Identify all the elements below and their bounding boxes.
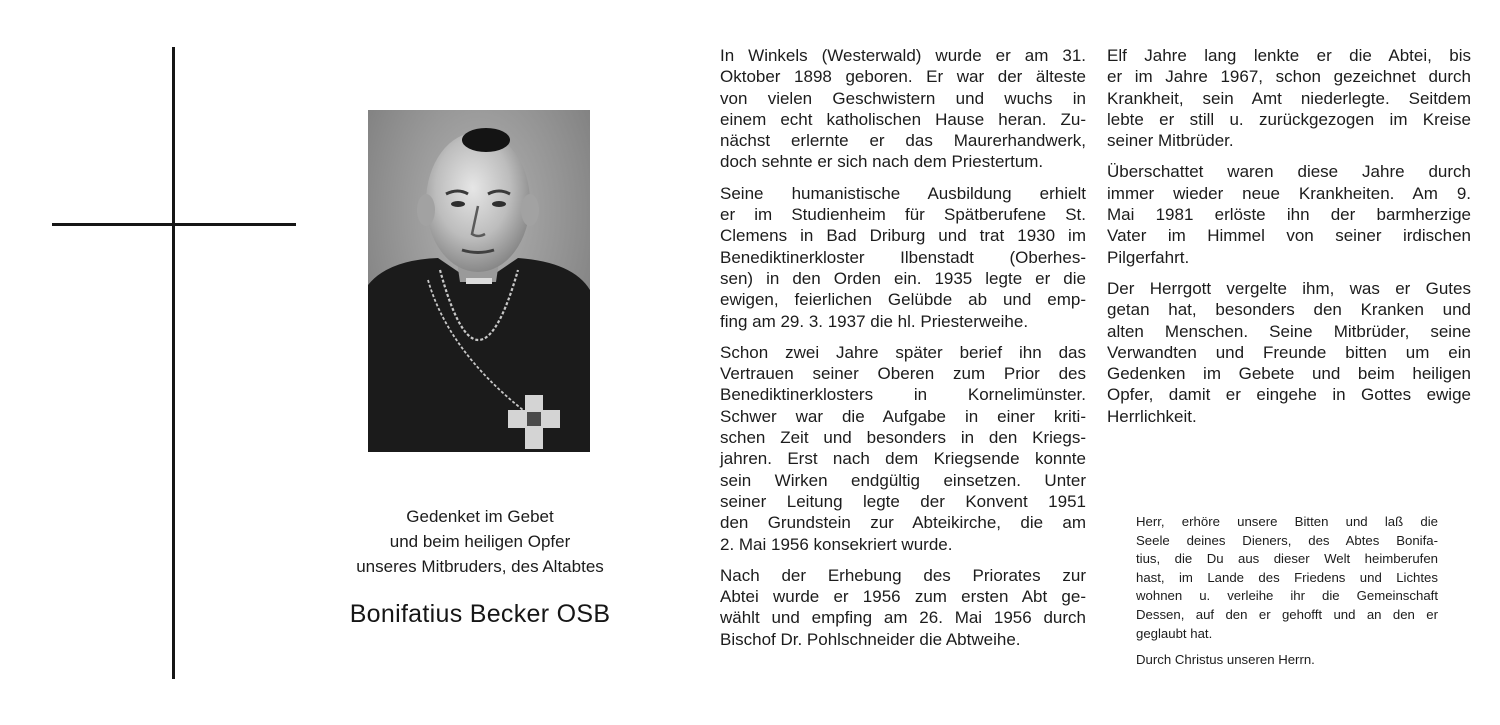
text-line: Pilgerfahrt.	[1107, 247, 1190, 267]
text-line: Gedenken im Gebete und beim heiligen	[1107, 364, 1471, 384]
text-line: Oktober 1898 geboren. Er war der älteste	[720, 67, 1086, 87]
text-line: Benediktinerkloster Ilbenstadt (Oberhes-	[720, 247, 1086, 267]
deceased-name: Bonifatius Becker OSB	[349, 600, 611, 628]
prayer-line: tius, die Du aus dieser Welt heimberufen	[1136, 551, 1438, 567]
memorial-caption	[320, 504, 640, 579]
prayer-line: geglaubt hat.	[1136, 625, 1213, 641]
text-line: seiner Leitung legte der Konvent 1951	[720, 491, 1086, 511]
text-line: nächst erlernte er das Maurerhandwerk,	[720, 131, 1086, 151]
text-line: 2. Mai 1956 konsekriert wurde.	[720, 534, 953, 554]
text-line: In Winkels (Westerwald) wurde er am 31.	[720, 46, 1086, 65]
text-line: Vater im Himmel von seiner irdischen	[1107, 226, 1471, 246]
text-line: Abtei wurde er 1956 zum ersten Abt ge-	[720, 587, 1086, 607]
text-line: den Grundstein zur Abteikirche, die am	[720, 513, 1086, 533]
text-line: Benediktinerklosters in Kornelimünster.	[720, 385, 1086, 405]
portrait-illustration	[368, 110, 590, 452]
caption-line: unseres Mitbruders, des Altabtes	[356, 557, 604, 576]
caption-line: Gedenket im Gebet	[406, 507, 554, 526]
text-line: Der Herrgott vergelte ihm, was er Gutes	[1107, 278, 1471, 298]
text-line: immer wieder neue Krankheiten. Am 9.	[1107, 183, 1471, 203]
prayer-line: wohnen u. verleihe ihr die Gemeinschaft	[1136, 588, 1438, 604]
prayer-line: Herr, erhöre unsere Bitten und laß die	[1136, 514, 1438, 529]
text-line: er im Jahre 1967, schon gezeichnet durch	[1107, 67, 1471, 87]
paragraph	[1107, 161, 1471, 267]
text-line: Clemens in Bad Driburg und trat 1930 im	[720, 226, 1086, 246]
paragraph	[720, 45, 1086, 173]
text-line: Opfer, damit er eingehe in Gottes ewige	[1107, 385, 1471, 405]
text-line: Überschattet waren diese Jahre durch	[1107, 162, 1471, 182]
paragraph	[720, 342, 1086, 555]
text-line: ewigen, feierlichen Gelübde ab und emp-	[720, 290, 1086, 310]
text-line: Nach der Erhebung des Priorates zur	[720, 565, 1086, 585]
text-line: Mai 1981 erlöste ihn der barmherzige	[1107, 205, 1471, 225]
text-line: jahren. Erst nach dem Kriegsende konnte	[720, 449, 1086, 469]
text-line: fing am 29. 3. 1937 die hl. Priesterweihe.	[720, 311, 1029, 331]
text-line: sein Wirken endgültig einsetzen. Unter	[720, 470, 1086, 490]
text-line: getan hat, besonders den Kranken und	[1107, 300, 1471, 320]
text-line: Schon zwei Jahre später berief ihn das	[720, 342, 1086, 362]
text-line: Herrlichkeit.	[1107, 406, 1197, 426]
text-line: er im Studienheim für Spätberufene St.	[720, 205, 1086, 225]
text-line: Vertrauen seiner Oberen zum Prior des	[720, 364, 1086, 384]
text-line: Seine humanistische Ausbildung erhielt	[720, 183, 1086, 203]
cross-vertical-bar	[172, 47, 175, 679]
paragraph	[720, 183, 1086, 332]
paragraph	[1107, 45, 1471, 151]
text-line: Bischof Dr. Pohlschneider die Abtweihe.	[720, 629, 1021, 649]
prayer-text	[1136, 513, 1438, 670]
biography-column-2	[1107, 45, 1471, 437]
prayer-line: hast, im Lande des Friedens und Lichtes	[1136, 569, 1438, 585]
text-line: sen) in den Orden ein. 1935 legte er die	[720, 268, 1086, 288]
paragraph	[720, 565, 1086, 650]
prayer-line: Dessen, auf den er gehofft und an den er	[1136, 606, 1438, 622]
text-line: lebte er still u. zurückgezogen im Kreise	[1107, 109, 1471, 129]
caption-line: und beim heiligen Opfer	[389, 532, 571, 551]
biography-column-1	[720, 45, 1086, 660]
text-line: wählt und empfing am 26. Mai 1956 durch	[720, 608, 1086, 628]
text-line: Verwandten und Freunde bitten um ein	[1107, 342, 1471, 362]
text-line: seiner Mitbrüder.	[1107, 131, 1234, 151]
text-line: schen Zeit und besonders in den Kriegs-	[720, 428, 1086, 448]
prayer-line: Seele deines Dieners, des Abtes Bonifa-	[1136, 532, 1438, 548]
text-line: Krankheit, sein Amt niederlegte. Seitdem	[1107, 88, 1471, 108]
text-line: alten Menschen. Seine Mitbrüder, seine	[1107, 321, 1471, 341]
text-line: einem echt katholischen Hause heran. Zu-	[720, 109, 1086, 129]
text-line: von vielen Geschwistern und wuchs in	[720, 88, 1086, 108]
text-line: Schwer war die Aufgabe in einer kriti-	[720, 406, 1086, 426]
paragraph	[1107, 278, 1471, 427]
text-line: doch sehnte er sich nach dem Priestertum.	[720, 152, 1044, 172]
portrait-photo	[368, 110, 590, 452]
text-line: Elf Jahre lang lenkte er die Abtei, bis	[1107, 46, 1471, 65]
prayer-closing: Durch Christus unseren Herrn.	[1136, 652, 1315, 668]
cross-horizontal-bar	[52, 223, 296, 226]
